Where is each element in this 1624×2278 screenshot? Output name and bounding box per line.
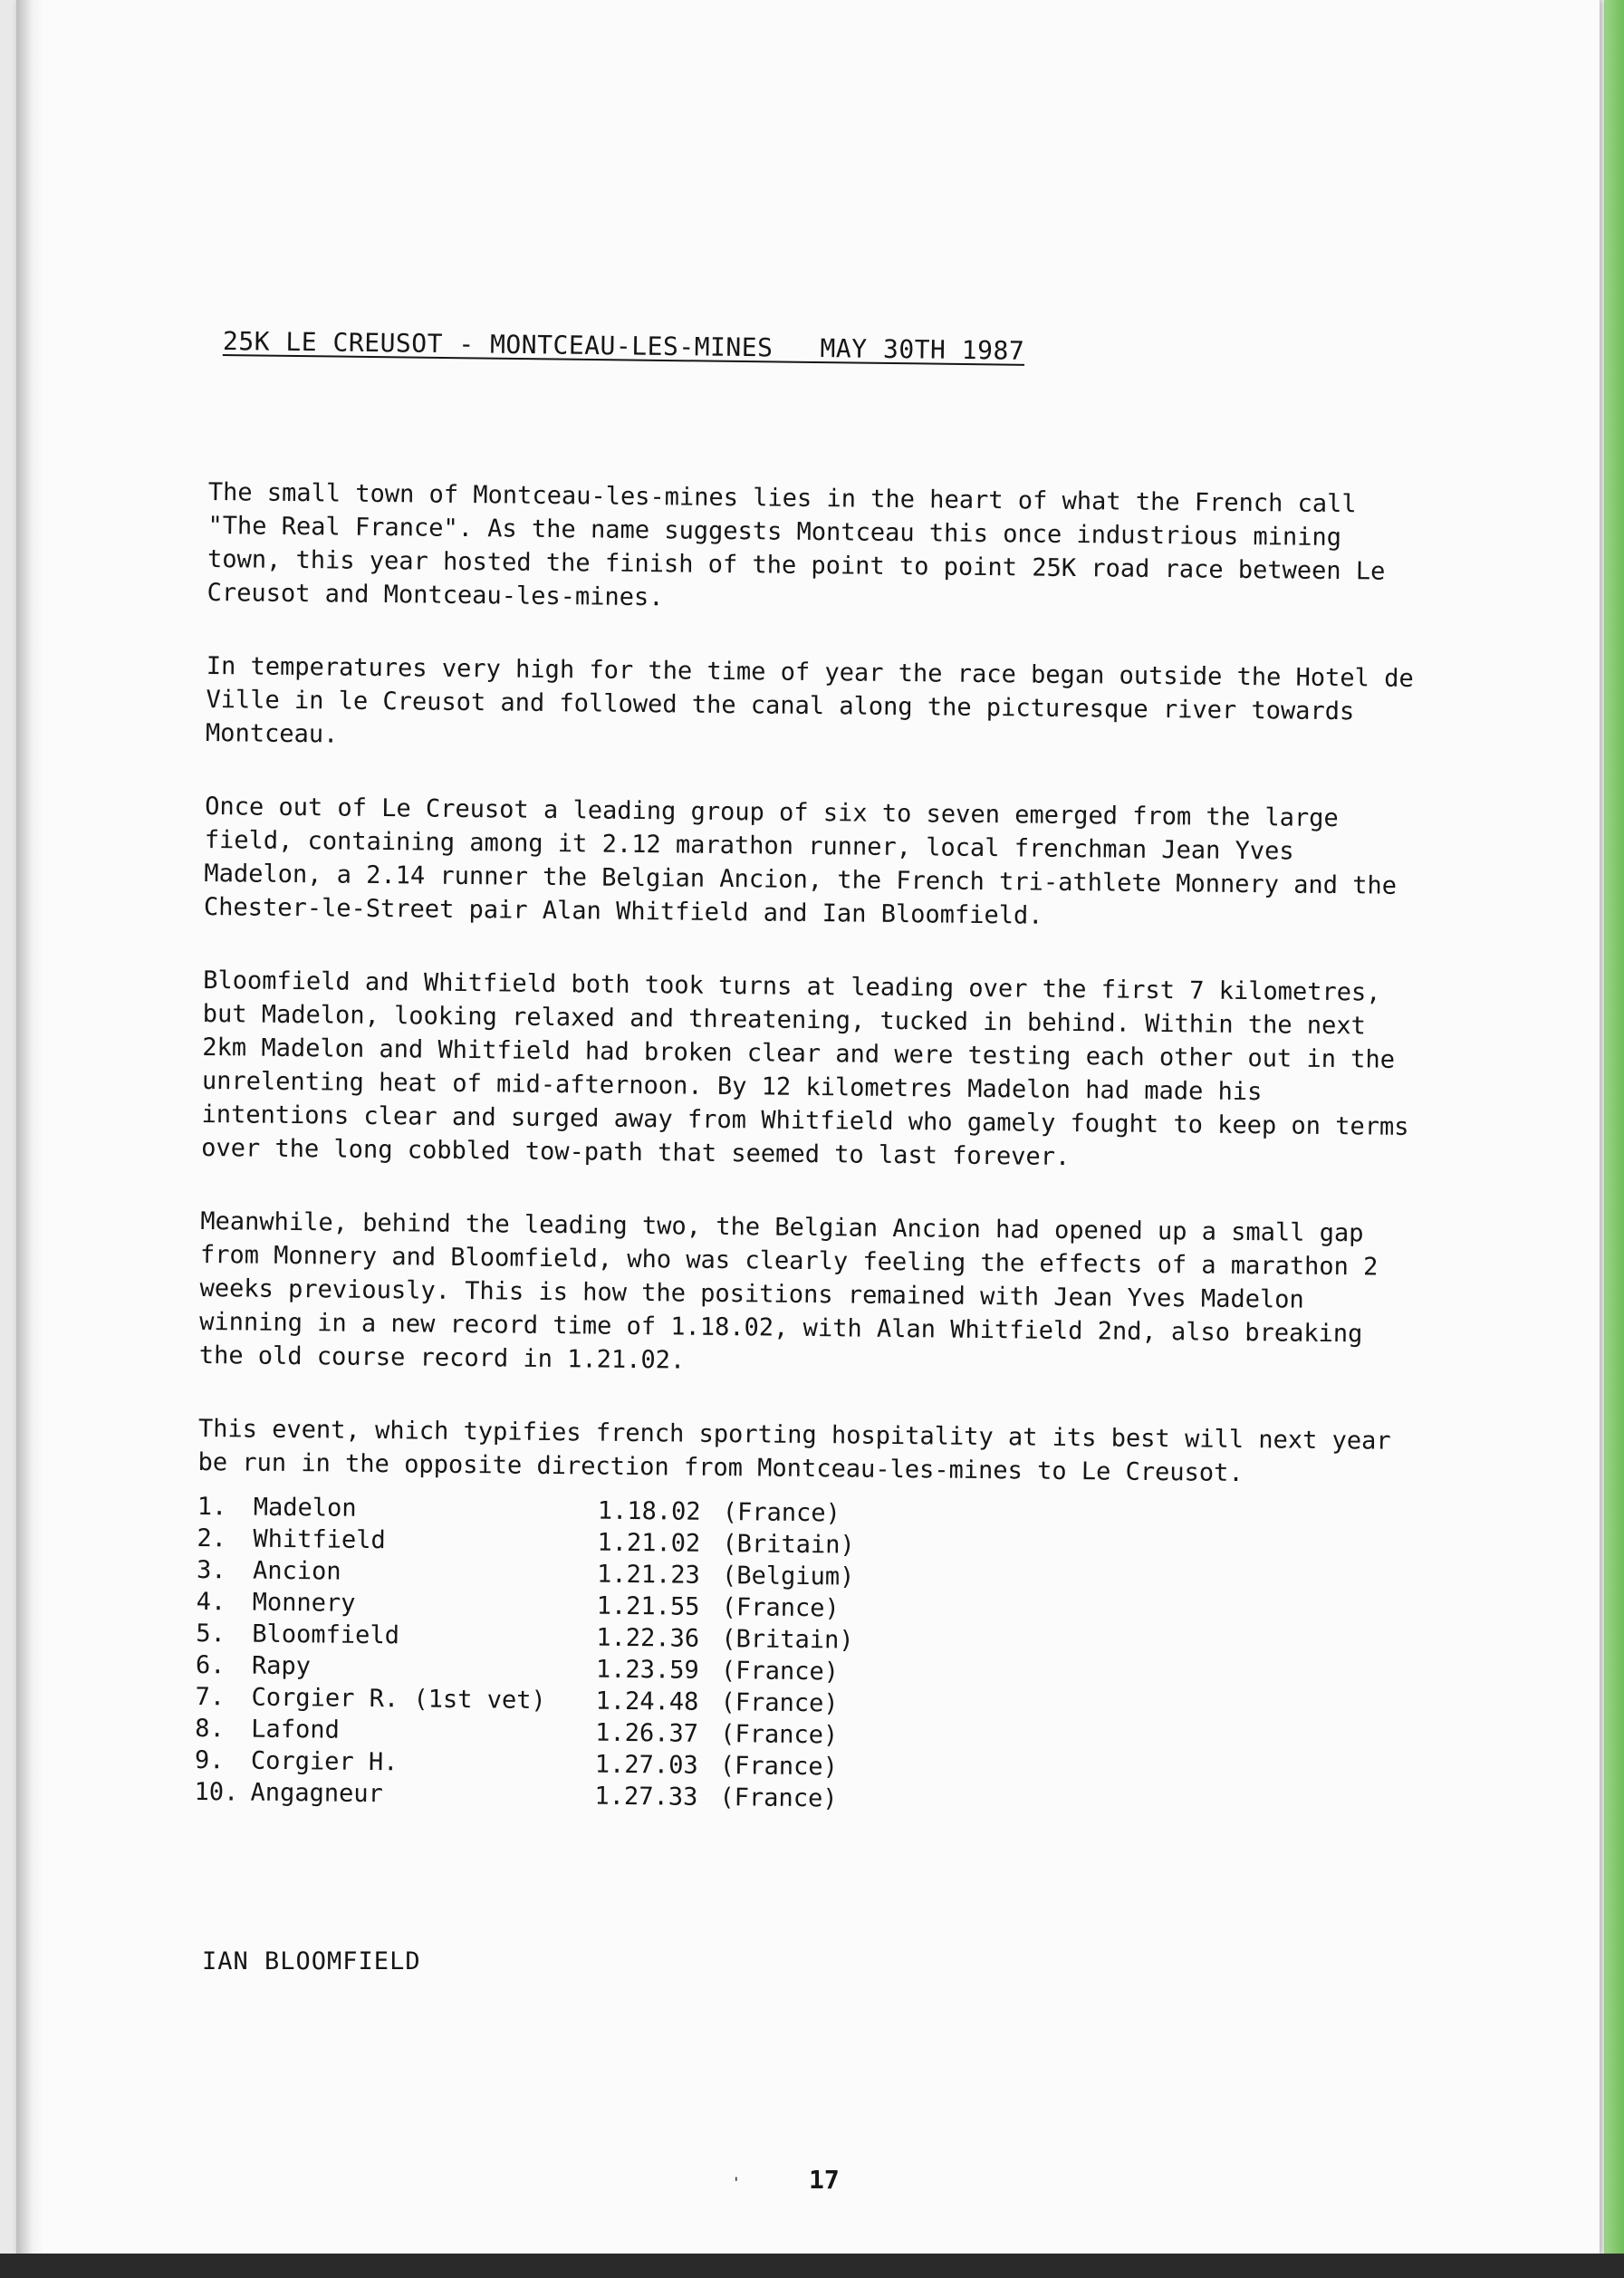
result-position: 4. bbox=[196, 1587, 226, 1617]
result-row bbox=[195, 1682, 839, 1718]
result-position: 6. bbox=[195, 1650, 226, 1680]
page-number: 17 bbox=[809, 2165, 840, 2195]
result-position: 2. bbox=[197, 1523, 227, 1553]
result-name: Whitfield bbox=[253, 1524, 386, 1555]
paragraph: This event, which typifies french sporting hospitality at its best will next year be run in the opposite direction from Montceau-les-mines to Le Creusot. bbox=[197, 1414, 1391, 1488]
result-country: (France) bbox=[720, 1657, 840, 1687]
result-time: 1.18.02 bbox=[597, 1496, 701, 1526]
result-time: 1.27.33 bbox=[594, 1782, 698, 1812]
results-table bbox=[194, 1493, 855, 1813]
document-page bbox=[16, 0, 1600, 2254]
result-country: (France) bbox=[722, 1498, 841, 1528]
stray-mark: ' bbox=[732, 2174, 741, 2191]
result-country: (France) bbox=[720, 1688, 839, 1718]
result-country: (Britain) bbox=[721, 1625, 854, 1655]
page-content bbox=[16, 0, 1600, 2254]
result-country: (France) bbox=[719, 1752, 839, 1782]
result-row bbox=[195, 1650, 840, 1687]
result-country: (France) bbox=[720, 1720, 839, 1750]
result-name: Madelon bbox=[253, 1493, 357, 1523]
result-position: 10. bbox=[194, 1777, 239, 1807]
result-position: 8. bbox=[195, 1714, 225, 1744]
result-time: 1.24.48 bbox=[595, 1687, 699, 1716]
result-time: 1.26.37 bbox=[595, 1718, 699, 1748]
result-time: 1.21.23 bbox=[596, 1560, 701, 1590]
result-name: Monnery bbox=[252, 1588, 356, 1618]
result-time: 1.21.55 bbox=[596, 1591, 700, 1621]
result-time: 1.21.02 bbox=[597, 1528, 701, 1558]
result-name: Rapy bbox=[251, 1651, 312, 1681]
paragraph: Meanwhile, behind the leading two, the Belgian Ancion had opened up a small gap from Monnery and Bloomfield, who was clearly feeling the effects of a marathon 2 weeks previously. This is how the positions remained with Jean Yves Madelon winning in a new record time of 1.18.02, with Alan Whitfield 2nd, also breaking the old course record in 1.21.02. bbox=[198, 1206, 1379, 1375]
result-country: (France) bbox=[721, 1593, 840, 1623]
page-title: 25K LE CREUSOT - MONTCEAU-LES-MINES MAY 30TH 1987 bbox=[222, 326, 1025, 366]
article-body bbox=[197, 476, 1422, 1532]
result-row bbox=[194, 1745, 839, 1782]
result-time: 1.23.59 bbox=[595, 1655, 699, 1685]
green-page-edge bbox=[1604, 0, 1624, 2278]
result-time: 1.22.36 bbox=[596, 1623, 700, 1653]
result-position: 5. bbox=[196, 1619, 226, 1648]
paragraph: Once out of Le Creusot a leading group of six to seven emerged from the large field, containing among it 2.12 marathon runner, local frenchman Jean Yves Madelon, a 2.14 runner the Belgian Ancion, the French tri-athlete Monnery and the Chester-le-Street pair Alan Whitfield and Ian Bloomfield. bbox=[203, 792, 1398, 930]
result-name: Bloomfield bbox=[252, 1620, 400, 1650]
result-country: (Britain) bbox=[722, 1530, 855, 1560]
result-row bbox=[196, 1619, 854, 1655]
result-country: (Belgium) bbox=[721, 1562, 855, 1591]
scan-bottom-edge bbox=[0, 2254, 1624, 2278]
result-name: Corgier R. (1st vet) bbox=[251, 1683, 546, 1716]
paragraph: In temperatures very high for the time of year the race began outside the Hotel de Ville in le Creusot and followed the canal along the picturesque river towards Montceau. bbox=[205, 651, 1414, 749]
result-country: (France) bbox=[719, 1783, 838, 1813]
result-row bbox=[196, 1587, 840, 1623]
paragraph: Bloomfield and Whitfield both took turns at leading over the first 7 kilometres, but Madelon, looking relaxed and threatening, tucked in behind. Within the next 2km Madelon and Whitfield had broken clear and were testing each other out in the unrelenting heat of mid-afternoon. By 12 kilometres Madelon had made his intentions clear and surged away from Whitfield who gamely fought to keep on terms over the long cobbled tow-path that seemed to last forever. bbox=[201, 966, 1409, 1172]
result-row bbox=[195, 1714, 839, 1750]
result-position: 1. bbox=[197, 1493, 227, 1522]
result-name: Corgier H. bbox=[250, 1746, 399, 1777]
result-row bbox=[197, 1493, 841, 1528]
result-name: Angagneur bbox=[250, 1778, 384, 1809]
result-position: 9. bbox=[194, 1745, 225, 1775]
paragraph: The small town of Montceau-les-mines lies in the heart of what the French call "The Real France". As the name suggests Montceau this once industrious mining town, this year hosted the finish of the point to point 25K road race between Le Creusot and Montceau-les-mines. bbox=[207, 477, 1386, 612]
result-row bbox=[197, 1523, 855, 1560]
result-position: 7. bbox=[195, 1682, 226, 1712]
result-row bbox=[194, 1777, 838, 1813]
result-position: 3. bbox=[196, 1555, 226, 1585]
result-time: 1.27.03 bbox=[594, 1750, 698, 1780]
result-name: Ancion bbox=[252, 1556, 341, 1586]
author-signoff: IAN BLOOMFIELD bbox=[202, 1947, 421, 1975]
result-name: Lafond bbox=[251, 1715, 340, 1745]
result-row bbox=[196, 1555, 855, 1591]
